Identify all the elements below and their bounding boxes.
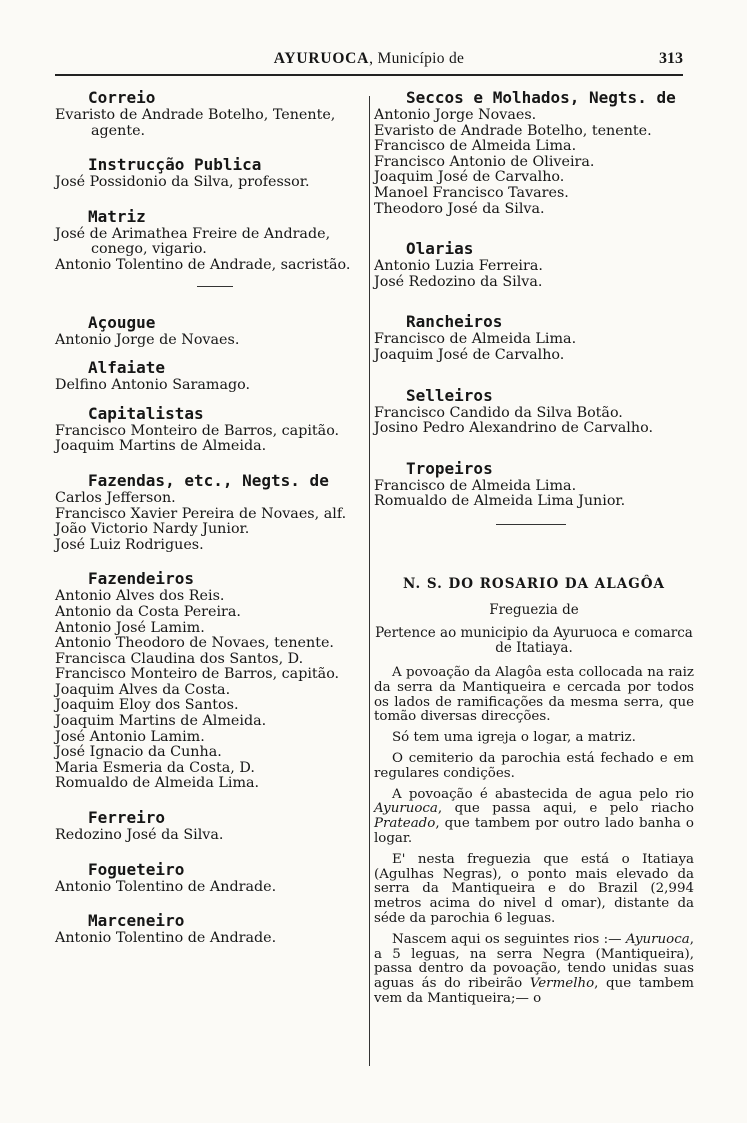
entry: Joaquim Eloy dos Santos. (55, 697, 239, 714)
section-title: Fogueteiro (88, 859, 185, 879)
section-capitalistas (55, 404, 367, 455)
section-title: Alfaiate (88, 358, 166, 378)
section-title: Selleiros (406, 385, 493, 405)
entry: Delfino Antonio Saramago. (55, 377, 251, 394)
entry: Joaquim Martins de Almeida. (55, 438, 267, 455)
parish-municipality: Pertence ao municipio da Ayuruoca e comarca de Itatiaya. (375, 625, 693, 657)
running-title (55, 50, 683, 68)
entry: Francisco de Almeida Lima. (374, 477, 577, 494)
section-alfaiate (55, 358, 367, 394)
section-ferreiro (55, 808, 367, 844)
section-correio (55, 88, 367, 139)
section-marceneiro (55, 911, 367, 947)
entry: Joaquim José de Carvalho. (374, 346, 565, 363)
running-title-rest: , Município de (369, 50, 465, 67)
section-tropeiros (374, 459, 694, 510)
entry: Evaristo de Andrade Botelho, Tenente, (55, 107, 336, 123)
entry: Francisco Xavier Pereira de Novaes, alf. (55, 505, 347, 522)
section-instruccao (55, 155, 367, 191)
section-olarias (374, 239, 694, 290)
entry: Francisco Monteiro de Barros, capitão. (55, 422, 340, 439)
right-column (374, 88, 694, 1007)
entry: Antonio Tolentino de Andrade. (55, 878, 277, 895)
section-title: Açougue (88, 312, 156, 332)
section-title: Fazendas, etc., Negts. de (88, 470, 329, 490)
section-title: Correio (88, 88, 156, 107)
page-header (55, 50, 683, 72)
section-title: Tropeiros (406, 458, 493, 478)
entry: Antonio Alves dos Reis. (55, 588, 225, 605)
section-fazendas (55, 471, 367, 553)
section-title: Olarias (406, 239, 474, 259)
paragraph: Nascem aqui os seguintes rios :— Ayuruoca, a 5 leguas, na serra Negra (Mantiqueira), passa dentro da povoação, tendo unidas suas aguas ás do ribeirão Vermelho, que tambem vem da Mantiqueira;— o (374, 931, 694, 1007)
entry: Redozino José da Silva. (55, 827, 224, 844)
section-fazendeiros (55, 569, 367, 792)
entry-continuation: conego, vigario. (91, 241, 207, 258)
section-acougue (55, 313, 367, 349)
section-title: Marceneiro (88, 911, 185, 931)
entry: José Possidonio da Silva, professor. (55, 174, 310, 191)
entry: Francisco Monteiro de Barros, capitão. (55, 666, 340, 683)
entry: Evaristo de Andrade Botelho, tenente. (374, 122, 652, 139)
parish-title: N. S. DO ROSARIO DA ALAGÔA (403, 575, 665, 592)
entry: José Luiz Rodrigues. (55, 536, 204, 553)
entry: Antonio Tolentino de Andrade. (55, 930, 277, 947)
section-title: Ferreiro (88, 808, 166, 828)
section-rancheiros (374, 312, 694, 363)
page-number: 313 (659, 50, 683, 67)
section-title: Seccos e Molhados, Negts. de (406, 88, 676, 107)
section-fogueteiro (55, 860, 367, 896)
entry: Josino Pedro Alexandrino de Carvalho. (374, 420, 653, 437)
paragraph: A povoação é abastecida de agua pelo rio Ayuruoca, que passa aqui, e pelo riacho Prateado, que tambem por outro lado banha o logar. (374, 786, 694, 847)
entry: Joaquim José de Carvalho. (374, 169, 565, 186)
entry: Romualdo de Almeida Lima. (55, 775, 260, 792)
entry-continuation: agente. (91, 122, 146, 139)
entry: Joaquim Martins de Almeida. (55, 713, 267, 730)
left-column (55, 88, 367, 947)
section-title: Rancheiros (406, 312, 503, 332)
entry: José Antonio Lamim. (55, 728, 205, 745)
entry: Romualdo de Almeida Lima Junior. (374, 493, 626, 510)
header-rule (55, 74, 683, 76)
entry: Carlos Jefferson. (55, 489, 176, 506)
entry: Antonio Tolentino de Andrade, sacristão. (55, 256, 351, 273)
paragraph: Só tem uma igreja o logar, a matriz. (392, 730, 636, 746)
entry: Francisco Antonio de Oliveira. (374, 153, 595, 170)
entry: Antonio Jorge de Novaes. (55, 331, 240, 348)
entry: Antonio Theodoro de Novaes, tenente. (55, 635, 334, 652)
entry: Maria Esmeria da Costa, D. (55, 759, 255, 776)
section-title: Matriz (88, 206, 146, 226)
running-title-place: AYURUOCA (273, 50, 370, 67)
section-title: Capitalistas (88, 403, 204, 423)
entry: Antonio Jorge Novaes. (374, 107, 537, 123)
parish-subtitle: Freguezia de (489, 601, 579, 618)
entry: João Victorio Nardy Junior. (55, 521, 250, 538)
entry: Antonio Luzia Ferreira. (374, 258, 543, 275)
paragraph: E' nesta freguezia que está o Itatiaya (Agulhas Negras), o ponto mais elevado da serra da Mantiqueira e do Brazil (2,994 metros acima do nivel d omar), distante da séde da parochia 6 leguas. (374, 851, 694, 927)
section-title: Fazendeiros (88, 569, 194, 589)
section-rule (496, 524, 566, 525)
entry: Joaquim Alves da Costa. (55, 681, 231, 698)
entry: Antonio José Lamim. (55, 619, 205, 636)
section-matriz (55, 207, 367, 274)
entry: Francisco de Almeida Lima. (374, 138, 577, 155)
entry: José Ignacio da Cunha. (55, 744, 222, 761)
section-selleiros (374, 386, 694, 437)
entry: Francisco Candido da Silva Botão. (374, 404, 623, 421)
section-rule (197, 286, 233, 287)
entry: Manoel Francisco Tavares. (374, 184, 569, 201)
section-title: Instrucção Publica (88, 155, 262, 175)
section-seccos-molhados (374, 88, 694, 217)
entry: Francisco de Almeida Lima. (374, 331, 577, 348)
paragraph: O cemiterio da parochia está fechado e em regulares condições. (374, 751, 694, 781)
entry: Theodoro José da Silva. (374, 200, 545, 217)
column-divider (369, 96, 370, 1066)
paragraph: A povoação da Alagôa esta collocada na raiz da serra da Mantiqueira e cercada por todos os lados de ramificações da mesma serra, que tomão diversas direcções. (374, 665, 694, 725)
entry: José Redozino da Silva. (374, 273, 543, 290)
entry: Antonio da Costa Pereira. (55, 603, 241, 620)
entry: Francisca Claudina dos Santos, D. (55, 650, 304, 667)
entry: José de Arimathea Freire de Andrade, (55, 225, 331, 242)
